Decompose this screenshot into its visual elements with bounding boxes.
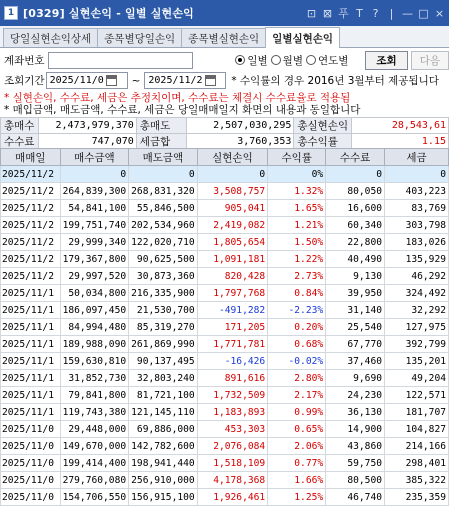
table-cell: 156,915,100 <box>129 489 198 506</box>
table-cell: 186,097,450 <box>60 302 129 319</box>
window-control-3[interactable]: T <box>356 6 363 20</box>
table-cell: 29,997,520 <box>60 268 129 285</box>
table-cell: 49,204 <box>385 370 449 387</box>
window-control-4[interactable]: ? <box>372 6 379 20</box>
summary-label: 총실현손익 <box>294 118 352 134</box>
tab-bar <box>0 26 449 48</box>
table-cell: 122,020,710 <box>129 234 198 251</box>
table-cell: 4,178,368 <box>197 472 268 489</box>
date-separator: ~ <box>131 74 141 87</box>
table-cell: 0% <box>268 166 326 183</box>
table-cell: 54,841,100 <box>60 200 129 217</box>
period-label: 조회기간 <box>4 75 45 87</box>
table-row[interactable] <box>1 183 449 200</box>
same-as-journal-note: * 매입금액, 매도금액, 수수료, 세금은 당일매매일지 화면의 내용과 동일합니다 <box>4 103 361 116</box>
summary-row <box>1 118 449 134</box>
table-cell: 183,026 <box>385 234 449 251</box>
table-cell: 60,340 <box>326 217 385 234</box>
table-cell: 80,500 <box>326 472 385 489</box>
table-cell: -491,282 <box>197 302 268 319</box>
table-cell: 2025/11/2 <box>1 200 61 217</box>
table-cell: 2025/11/2 <box>1 268 61 285</box>
period-option-2[interactable] <box>306 53 348 68</box>
window-control-0[interactable]: ⊡ <box>306 6 317 20</box>
table-cell: 256,910,000 <box>129 472 198 489</box>
summary-label: 총매수 <box>1 118 39 134</box>
table-cell: 2025/11/1 <box>1 319 61 336</box>
table-cell: 1.25% <box>268 489 326 506</box>
table-cell: 59,750 <box>326 455 385 472</box>
table-cell: 2025/11/1 <box>1 336 61 353</box>
table-cell: 85,319,270 <box>129 319 198 336</box>
table-cell: 2025/11/0 <box>1 455 61 472</box>
table-cell: 67,770 <box>326 336 385 353</box>
table-cell: 16,600 <box>326 200 385 217</box>
table-cell: 1,518,109 <box>197 455 268 472</box>
table-cell: 135,929 <box>385 251 449 268</box>
table-cell: 1,183,893 <box>197 404 268 421</box>
window-controls <box>306 5 449 21</box>
app-icon: 1 <box>4 6 18 20</box>
query-button[interactable]: 조회 <box>365 51 407 70</box>
summary-value: 3,760,353 <box>186 134 294 150</box>
table-row[interactable] <box>1 353 449 370</box>
table-cell: 83,769 <box>385 200 449 217</box>
table-row[interactable] <box>1 387 449 404</box>
table-cell: 39,950 <box>326 285 385 302</box>
table-row[interactable] <box>1 438 449 455</box>
window-title-bar <box>0 0 449 26</box>
table-cell: 2025/11/0 <box>1 489 61 506</box>
table-cell: 1.21% <box>268 217 326 234</box>
daily-pnl-grid <box>0 148 449 506</box>
calendar-icon[interactable] <box>205 75 216 86</box>
period-radio-group <box>235 53 351 68</box>
table-cell: 69,886,000 <box>129 421 198 438</box>
table-cell: 36,130 <box>326 404 385 421</box>
table-cell: 24,230 <box>326 387 385 404</box>
next-button[interactable]: 다음 <box>411 51 449 70</box>
period-option-label: 연도별 <box>317 54 349 67</box>
column-header[interactable]: 수수료 <box>326 149 385 166</box>
table-cell: 154,706,550 <box>60 489 129 506</box>
summary-value: 28,543,61 <box>352 118 449 134</box>
rate-note: * 수익률의 경우 2016년 3월부터 제공됩니다 <box>231 75 439 87</box>
table-cell: 50,034,800 <box>60 285 129 302</box>
date-to-input[interactable] <box>144 72 226 89</box>
window-control-5: | <box>389 6 394 20</box>
table-cell: 9,690 <box>326 370 385 387</box>
table-cell: -2.23% <box>268 302 326 319</box>
table-cell: 2025/11/1 <box>1 302 61 319</box>
table-cell: 891,616 <box>197 370 268 387</box>
table-cell: 104,827 <box>385 421 449 438</box>
table-cell: 324,492 <box>385 285 449 302</box>
table-cell: 1,732,509 <box>197 387 268 404</box>
table-row[interactable] <box>1 455 449 472</box>
tab-2[interactable]: 종목별실현손익 <box>181 28 266 47</box>
table-cell: 142,782,600 <box>129 438 198 455</box>
table-cell: 55,846,500 <box>129 200 198 217</box>
window-control-7[interactable]: □ <box>418 6 429 20</box>
window-control-2[interactable]: 푸 <box>338 7 349 20</box>
table-cell: 392,799 <box>385 336 449 353</box>
table-row[interactable] <box>1 268 449 285</box>
table-cell: 179,367,800 <box>60 251 129 268</box>
window-title: [0329] 실현손익 - 일별 실현손익 <box>23 7 195 20</box>
table-cell: 0.65% <box>268 421 326 438</box>
calendar-icon[interactable] <box>106 75 117 86</box>
table-cell: 2.73% <box>268 268 326 285</box>
table-cell: 46,740 <box>326 489 385 506</box>
table-cell: 198,941,440 <box>129 455 198 472</box>
table-cell: 14,900 <box>326 421 385 438</box>
table-cell: 216,335,900 <box>129 285 198 302</box>
table-cell: 2025/11/0 <box>1 421 61 438</box>
account-input[interactable] <box>48 52 194 69</box>
table-cell: 0.68% <box>268 336 326 353</box>
table-cell: 2025/11/1 <box>1 285 61 302</box>
table-cell: 264,839,300 <box>60 183 129 200</box>
table-cell: 1.66% <box>268 472 326 489</box>
summary-table <box>0 117 449 150</box>
table-cell: -16,426 <box>197 353 268 370</box>
summary-label: 세금합 <box>136 134 186 150</box>
table-cell: 22,800 <box>326 234 385 251</box>
table-cell: 2025/11/2 <box>1 217 61 234</box>
summary-value: 2,507,030,295 <box>186 118 294 134</box>
table-row[interactable] <box>1 234 449 251</box>
date-from-value: 2025/11/0 <box>49 75 104 86</box>
table-cell: 2025/11/0 <box>1 438 61 455</box>
table-cell: 2025/11/1 <box>1 404 61 421</box>
summary-label: 총수익률 <box>294 134 352 150</box>
table-row[interactable] <box>1 217 449 234</box>
table-cell: 2,419,082 <box>197 217 268 234</box>
table-cell: 199,414,400 <box>60 455 129 472</box>
table-cell: 385,322 <box>385 472 449 489</box>
account-label: 계좌번호 <box>4 54 45 67</box>
period-option-0[interactable] <box>235 53 267 68</box>
table-cell: 81,721,100 <box>129 387 198 404</box>
table-row[interactable] <box>1 200 449 217</box>
table-cell: 79,841,800 <box>60 387 129 404</box>
table-row[interactable] <box>1 319 449 336</box>
table-cell: 268,831,320 <box>129 183 198 200</box>
table-cell: 0.84% <box>268 285 326 302</box>
table-cell: 2025/11/1 <box>1 353 61 370</box>
table-cell: 3,508,757 <box>197 183 268 200</box>
table-row[interactable] <box>1 472 449 489</box>
table-cell: 1.22% <box>268 251 326 268</box>
summary-value: 747,070 <box>38 134 136 150</box>
table-cell: 214,166 <box>385 438 449 455</box>
table-row[interactable] <box>1 489 449 506</box>
table-row[interactable] <box>1 370 449 387</box>
table-cell: 9,130 <box>326 268 385 285</box>
date-from-input[interactable] <box>46 72 128 89</box>
table-cell: 122,571 <box>385 387 449 404</box>
table-cell: 181,707 <box>385 404 449 421</box>
tab-0[interactable]: 당일실현손익상세 <box>3 28 98 47</box>
table-cell: 21,530,700 <box>129 302 198 319</box>
column-header[interactable]: 수익률 <box>268 149 326 166</box>
table-cell: 32,803,240 <box>129 370 198 387</box>
table-cell: 0 <box>129 166 198 183</box>
table-cell: 0.20% <box>268 319 326 336</box>
table-cell: 80,050 <box>326 183 385 200</box>
table-cell: 171,205 <box>197 319 268 336</box>
tab-1[interactable]: 종목별당일손익 <box>97 28 182 47</box>
column-header[interactable]: 매수금액 <box>60 149 129 166</box>
table-row[interactable] <box>1 285 449 302</box>
table-row[interactable] <box>1 421 449 438</box>
table-cell: 25,540 <box>326 319 385 336</box>
table-cell: 2025/11/1 <box>1 387 61 404</box>
summary-label: 수수료 <box>1 134 39 150</box>
date-to-value: 2025/11/2 <box>148 75 203 86</box>
table-cell: 119,743,380 <box>60 404 129 421</box>
table-cell: 31,852,730 <box>60 370 129 387</box>
table-cell: 2025/11/2 <box>1 166 61 183</box>
table-row[interactable] <box>1 251 449 268</box>
table-cell: 30,873,360 <box>129 268 198 285</box>
table-cell: 0.77% <box>268 455 326 472</box>
table-cell: 43,860 <box>326 438 385 455</box>
table-cell: 0 <box>385 166 449 183</box>
table-cell: 2025/11/2 <box>1 251 61 268</box>
account-row <box>0 50 449 70</box>
table-cell: 2025/11/2 <box>1 234 61 251</box>
table-cell: 46,292 <box>385 268 449 285</box>
table-cell: 1,771,781 <box>197 336 268 353</box>
summary-label: 총매도 <box>136 118 186 134</box>
table-cell: 1.32% <box>268 183 326 200</box>
table-cell: 1.65% <box>268 200 326 217</box>
summary-value: 1.15 <box>352 134 449 150</box>
grid-header-row <box>1 149 449 166</box>
table-cell: 2.80% <box>268 370 326 387</box>
window-control-6[interactable]: — <box>402 6 413 20</box>
table-row[interactable] <box>1 302 449 319</box>
table-cell: 40,490 <box>326 251 385 268</box>
table-cell: 1,926,461 <box>197 489 268 506</box>
estimate-note: * 실현손익, 수수료, 세금은 추정치이며, 수수료는 체결시 수수료율로 적용됨 <box>4 91 351 104</box>
table-cell: 2025/11/1 <box>1 370 61 387</box>
radio-icon[interactable] <box>235 55 245 65</box>
table-cell: 84,994,480 <box>60 319 129 336</box>
window-control-8[interactable]: × <box>434 6 445 20</box>
table-cell: 820,428 <box>197 268 268 285</box>
table-cell: 1,797,768 <box>197 285 268 302</box>
table-cell: 121,145,110 <box>129 404 198 421</box>
column-header[interactable]: 실현손익 <box>197 149 268 166</box>
column-header[interactable]: 세금 <box>385 149 449 166</box>
table-cell: 0 <box>60 166 129 183</box>
table-cell: 235,359 <box>385 489 449 506</box>
radio-icon[interactable] <box>306 55 316 65</box>
table-cell: 37,460 <box>326 353 385 370</box>
table-cell: 29,448,000 <box>60 421 129 438</box>
period-option-1[interactable] <box>271 53 303 68</box>
table-cell: 1.50% <box>268 234 326 251</box>
table-cell: 159,630,810 <box>60 353 129 370</box>
table-cell: 905,041 <box>197 200 268 217</box>
summary-value: 2,473,979,370 <box>38 118 136 134</box>
table-row[interactable] <box>1 166 449 183</box>
table-cell: 29,999,340 <box>60 234 129 251</box>
table-cell: 2025/11/0 <box>1 472 61 489</box>
table-row[interactable] <box>1 404 449 421</box>
table-cell: 0 <box>197 166 268 183</box>
column-header[interactable]: 매매일 <box>1 149 61 166</box>
table-cell: 261,869,990 <box>129 336 198 353</box>
table-cell: 403,223 <box>385 183 449 200</box>
table-cell: 298,401 <box>385 455 449 472</box>
table-cell: 189,988,090 <box>60 336 129 353</box>
radio-icon[interactable] <box>271 55 281 65</box>
table-cell: 31,140 <box>326 302 385 319</box>
window-control-1[interactable]: ⊠ <box>322 6 333 20</box>
table-cell: 127,975 <box>385 319 449 336</box>
column-header[interactable]: 매도금액 <box>129 149 198 166</box>
table-cell: 2025/11/2 <box>1 183 61 200</box>
table-row[interactable] <box>1 336 449 353</box>
table-cell: 2.17% <box>268 387 326 404</box>
period-option-label: 일별 <box>247 54 268 67</box>
table-cell: 1,091,181 <box>197 251 268 268</box>
table-cell: 2,076,084 <box>197 438 268 455</box>
table-cell: 0.99% <box>268 404 326 421</box>
period-option-label: 월별 <box>282 54 303 67</box>
period-row <box>0 71 449 90</box>
table-cell: 90,137,495 <box>129 353 198 370</box>
table-cell: 32,292 <box>385 302 449 319</box>
table-cell: 135,201 <box>385 353 449 370</box>
table-cell: 0 <box>326 166 385 183</box>
table-cell: -0.02% <box>268 353 326 370</box>
table-cell: 453,303 <box>197 421 268 438</box>
table-cell: 202,534,960 <box>129 217 198 234</box>
table-cell: 199,751,740 <box>60 217 129 234</box>
table-cell: 303,798 <box>385 217 449 234</box>
table-cell: 1,805,654 <box>197 234 268 251</box>
table-cell: 149,670,000 <box>60 438 129 455</box>
table-cell: 279,760,080 <box>60 472 129 489</box>
tab-3[interactable]: 일별실현손익 <box>265 27 340 48</box>
table-cell: 2.06% <box>268 438 326 455</box>
table-cell: 90,625,500 <box>129 251 198 268</box>
